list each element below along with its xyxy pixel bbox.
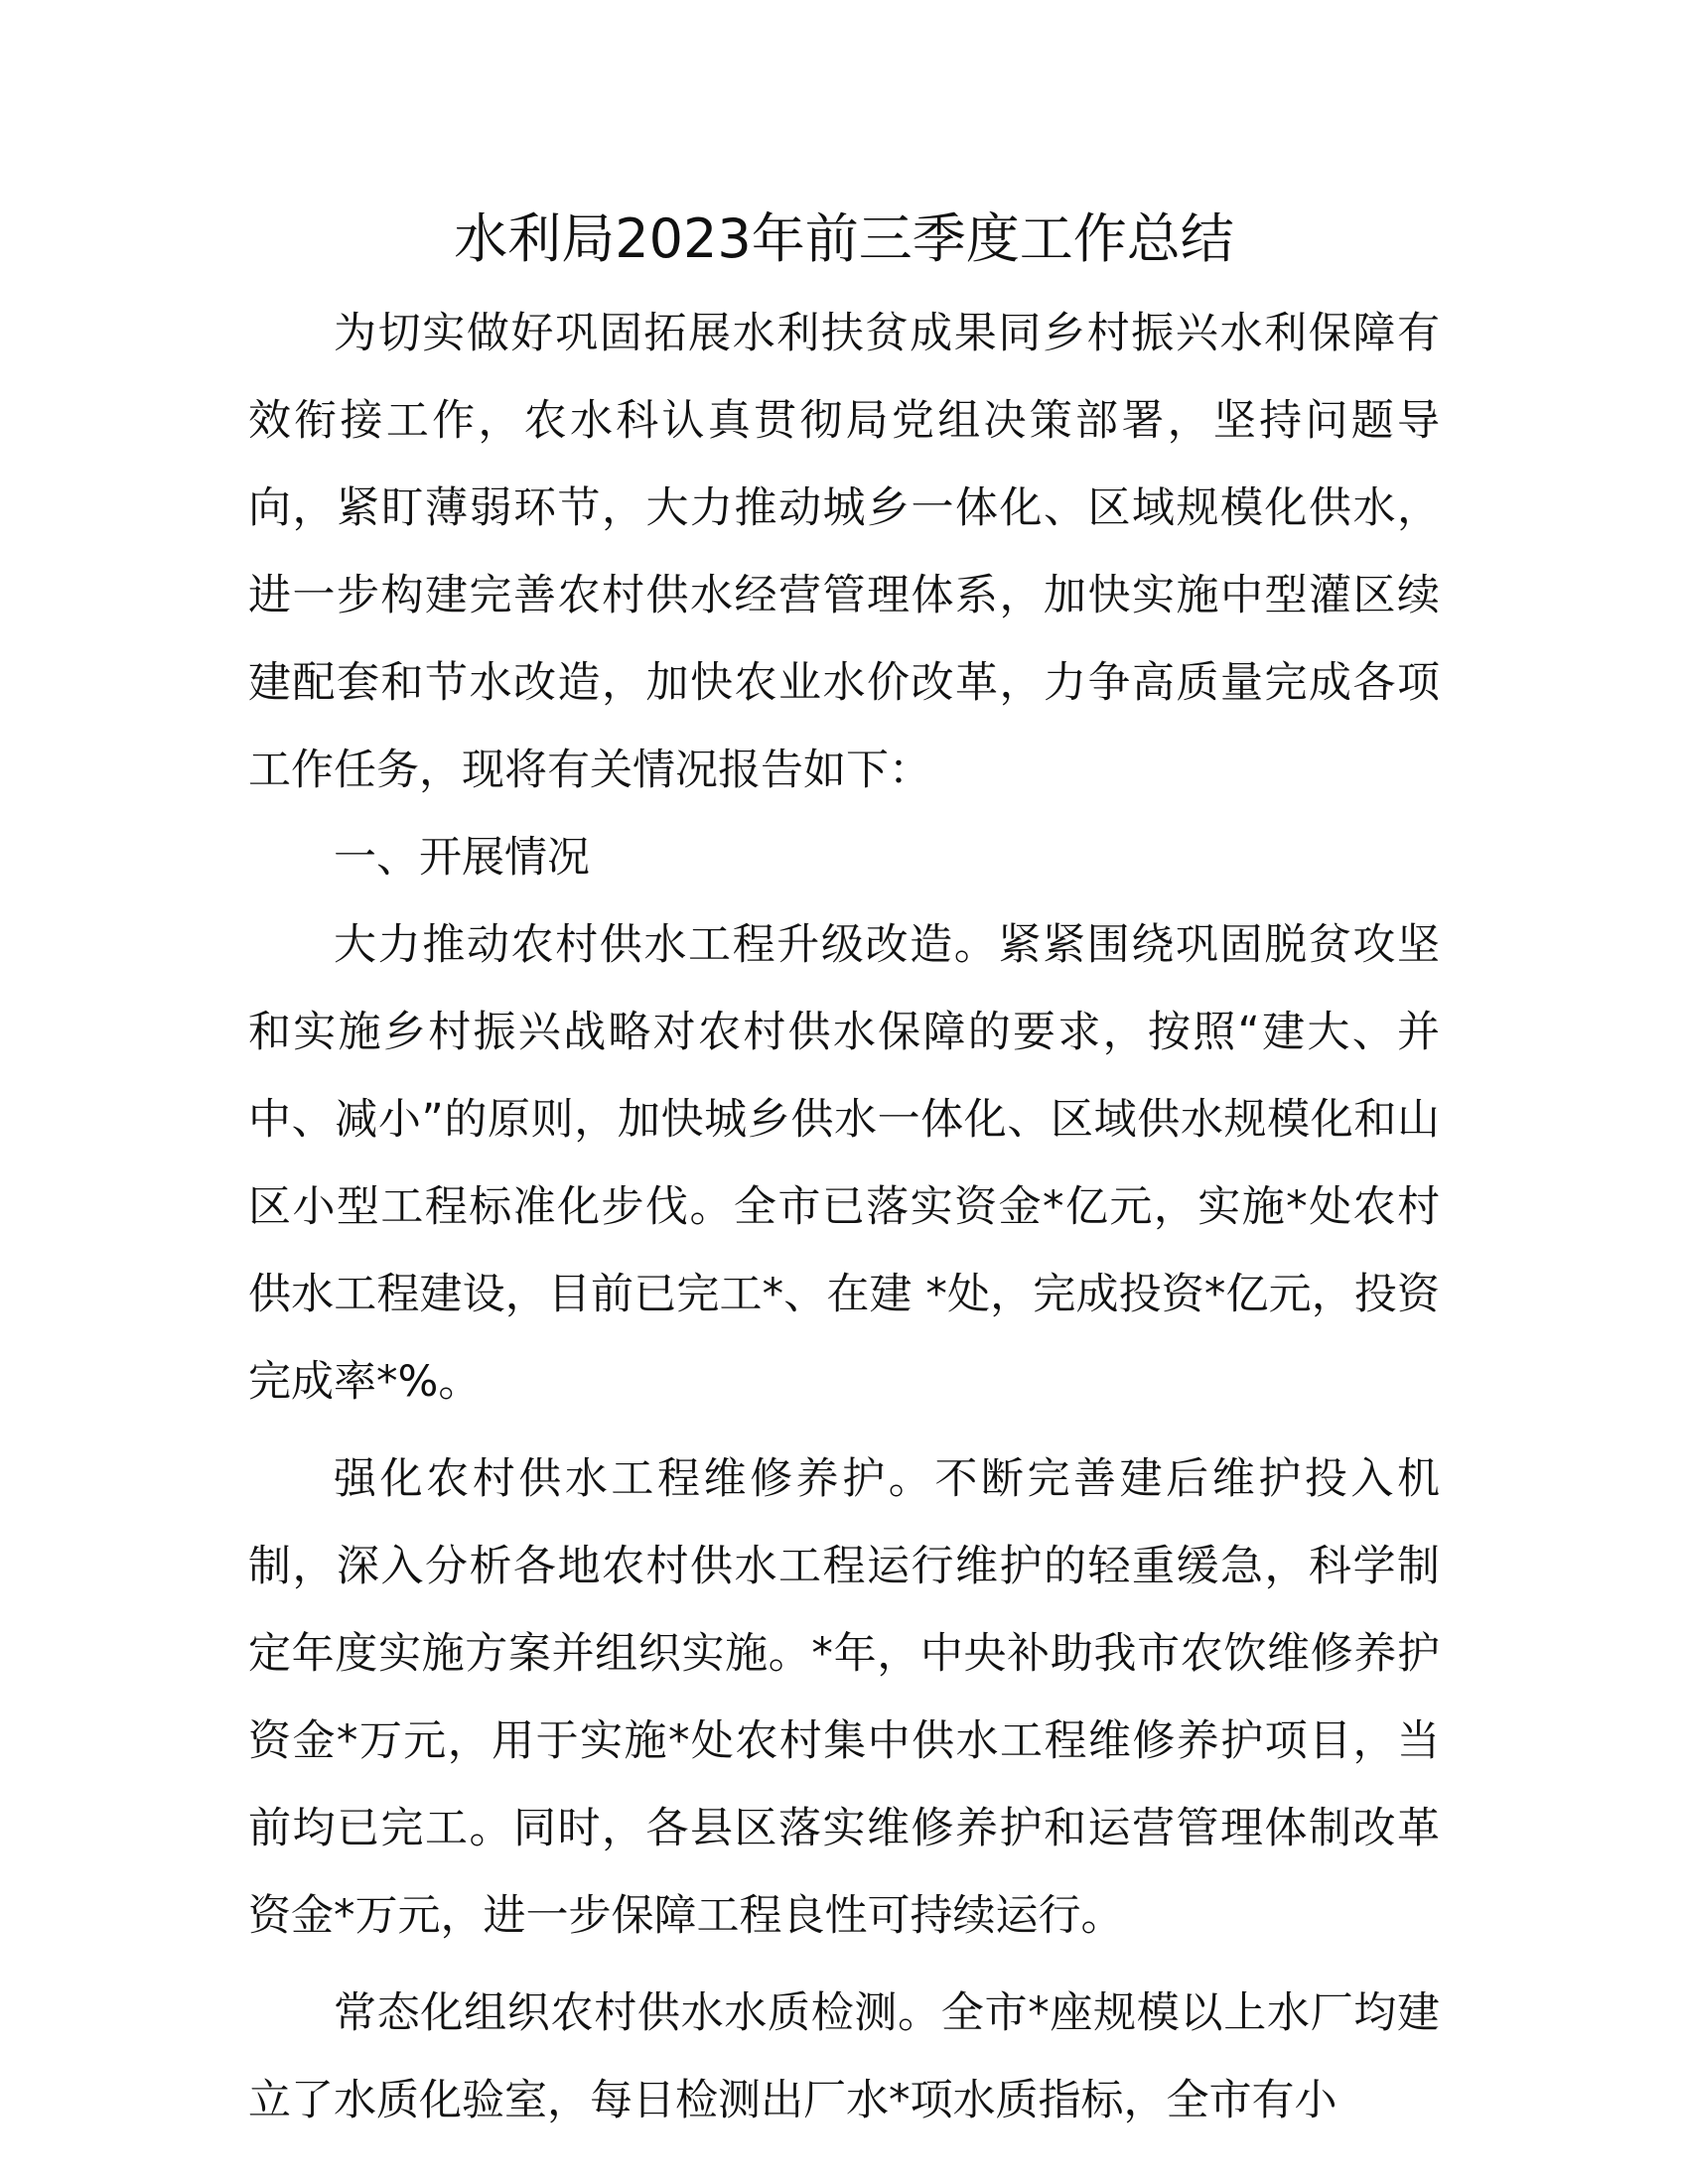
section-heading: 一、开展情况 bbox=[334, 833, 590, 883]
body-paragraph-2: 强化农村供水工程维修养护。不断完善建后维护投入机制，深入分析各地农村供水工程运行维护的轻重缓急，科学制定年度实施方案并组织实施。*年，中央补助我市农饮维修养护资金*万元，用于实施*处农村集中供水工程维修养护项目，当前均已完工。同时，各县区落实维修养护和运营管理体制改革资金*万元，进一步保障工程良性可持续运行。 bbox=[248, 1454, 1440, 1941]
body-paragraph-3: 常态化组织农村供水水质检测。全市*座规模以上水厂均建立了水质化验室，每日检测出厂水*项水质指标，全市有小 bbox=[248, 1988, 1440, 2125]
document-body bbox=[248, 290, 1440, 2144]
body-paragraph-1: 大力推动农村供水工程升级改造。紧紧围绕巩固脱贫攻坚和实施乡村振兴战略对农村供水保障的要求，按照“建大、并中、减小”的原则，加快城乡供水一体化、区域供水规模化和山区小型工程标准化步伐。全市已落实资金*亿元，实施*处农村供水工程建设，目前已完工*、在建 *处，完成投资*亿元，投资完成率*%。 bbox=[248, 920, 1440, 1407]
intro-paragraph: 为切实做好巩固拓展水利扶贫成果同乡村振兴水利保障有效衔接工作，农水科认真贯彻局党组决策部署，坚持问题导向，紧盯薄弱环节，大力推动城乡一体化、区域规模化供水，进一步构建完善农村供水经营管理体系，加快实施中型灌区续建配套和节水改造，加快农业水价改革，力争高质量完成各项工作任务，现将有关情况报告如下： bbox=[248, 309, 1440, 795]
document-title: 水利局2023年前三季度工作总结 bbox=[454, 207, 1234, 270]
